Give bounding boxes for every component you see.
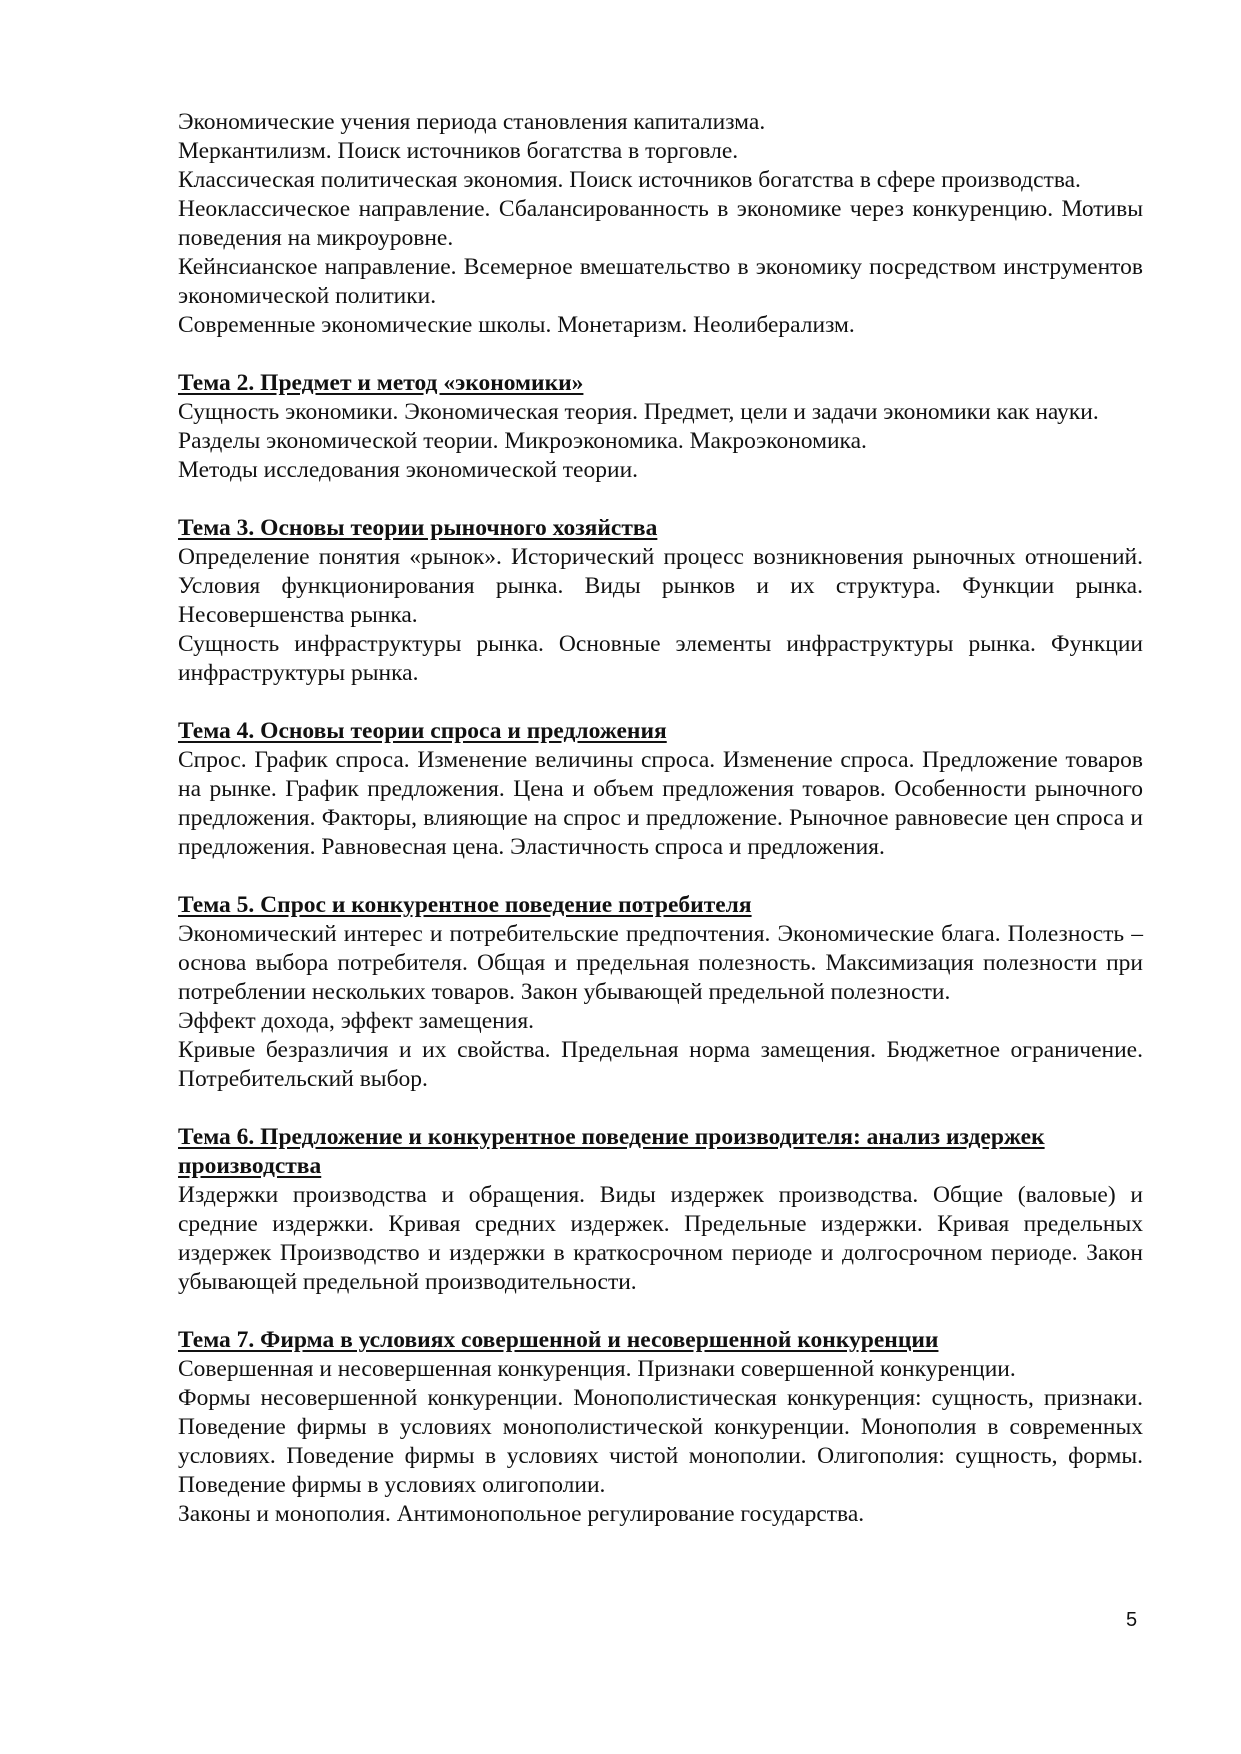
intro-paragraph: Современные экономические школы. Монетаризм. Неолиберализм. <box>178 312 855 338</box>
section-title: Тема 3. Основы теории рыночного хозяйства <box>178 515 658 541</box>
section-paragraph: Спрос. График спроса. Изменение величины спроса. Изменение спроса. Предложение товаров на рынке. График предложения. Цена и объем предложения товаров. Особенности рыночного предложения. Факторы, влияющие на спрос и предложение. Рыночное равновесие цен спроса и предложения. Равновесная цена. Эластичность спроса и предложения. <box>178 747 1143 860</box>
section-paragraph: Эффект дохода, эффект замещения. <box>178 1008 535 1034</box>
section-topic-4 <box>178 717 1143 862</box>
section-title: Тема 2. Предмет и метод «экономики» <box>178 370 584 396</box>
section-paragraph: Законы и монополия. Антимонопольное регулирование государства. <box>178 1501 865 1527</box>
intro-paragraph: Классическая политическая экономия. Поиск источников богатства в сфере производства. <box>178 167 1081 193</box>
section-paragraph: Кривые безразличия и их свойства. Предельная норма замещения. Бюджетное ограничение. Потребительский выбор. <box>178 1037 1143 1092</box>
section-paragraph: Экономический интерес и потребительские предпочтения. Экономические блага. Полезность – основа выбора потребителя. Общая и предельная полезность. Максимизация полезности при потреблении нескольких товаров. Закон убывающей предельной полезности. <box>178 921 1143 1005</box>
page-number: 5 <box>1126 1609 1138 1631</box>
section-title: Тема 7. Фирма в условиях совершенной и несовершенной конкуренции <box>178 1327 939 1353</box>
section-paragraph: Совершенная и несовершенная конкуренция. Признаки совершенной конкуренции. <box>178 1356 1016 1382</box>
section-paragraph: Издержки производства и обращения. Виды издержек производства. Общие (валовые) и средние издержки. Кривая средних издержек. Предельные издержки. Кривая предельных издержек Производство и издержки в краткосрочном периоде и долгосрочном периоде. Закон убывающей предельной производительности. <box>178 1182 1143 1295</box>
section-topic-5 <box>178 891 1143 1094</box>
section-paragraph: Формы несовершенной конкуренции. Монополистическая конкуренция: сущность, признаки. Поведение фирмы в условиях монополистической конкуренции. Монополия в современных условиях. Поведение фирмы в условиях чистой монополии. Олигополия: сущность, формы. Поведение фирмы в условиях олигополии. <box>178 1385 1143 1498</box>
section-paragraph: Определение понятия «рынок». Исторический процесс возникновения рыночных отношений. Условия функционирования рынка. Виды рынков и их структура. Функции рынка. Несовершенства рынка. <box>178 544 1143 628</box>
document-page <box>178 108 1143 1529</box>
intro-paragraph: Неоклассическое направление. Сбалансированность в экономике через конкуренцию. Мотивы поведения на микроуровне. <box>178 196 1143 251</box>
intro-paragraph: Экономические учения периода становления капитализма. <box>178 109 766 135</box>
section-topic-6 <box>178 1123 1143 1297</box>
section-topic-7 <box>178 1326 1143 1529</box>
section-topic-3 <box>178 514 1143 688</box>
section-title: Тема 5. Спрос и конкурентное поведение потребителя <box>178 892 752 918</box>
section-title: Тема 6. Предложение и конкурентное поведение производителя: анализ издержек производства <box>178 1124 1045 1179</box>
intro-block <box>178 108 1143 340</box>
section-paragraph: Сущность экономики. Экономическая теория. Предмет, цели и задачи экономики как науки. <box>178 399 1099 425</box>
section-paragraph: Методы исследования экономической теории. <box>178 457 639 483</box>
section-paragraph: Сущность инфраструктуры рынка. Основные элементы инфраструктуры рынка. Функции инфраструктуры рынка. <box>178 631 1143 686</box>
section-topic-2 <box>178 369 1143 485</box>
intro-paragraph: Меркантилизм. Поиск источников богатства в торговле. <box>178 138 739 164</box>
section-paragraph: Разделы экономической теории. Микроэкономика. Макроэкономика. <box>178 428 867 454</box>
section-title: Тема 4. Основы теории спроса и предложения <box>178 718 667 744</box>
intro-paragraph: Кейнсианское направление. Всемерное вмешательство в экономику посредством инструментов экономической политики. <box>178 254 1143 309</box>
